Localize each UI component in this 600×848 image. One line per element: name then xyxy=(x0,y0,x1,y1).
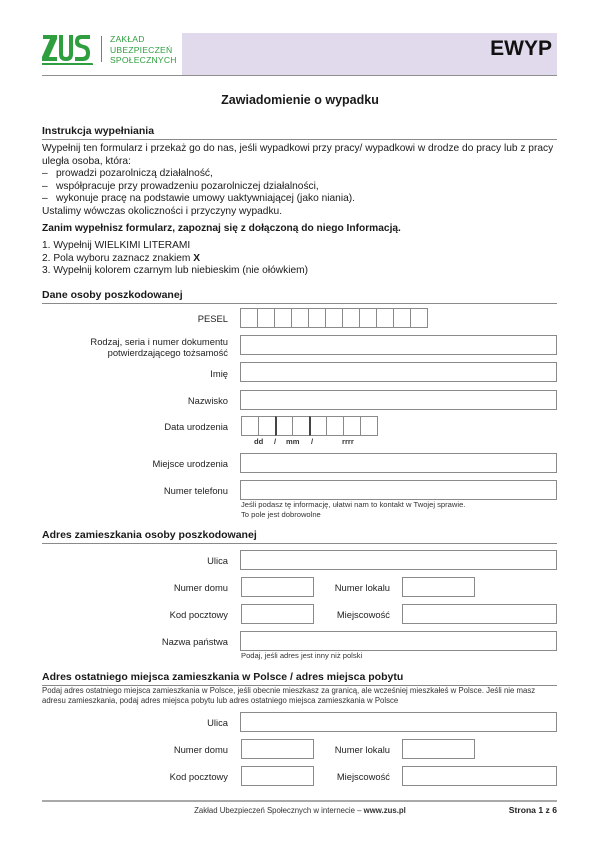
zus-logo-icon xyxy=(42,32,94,66)
last-name-input[interactable] xyxy=(240,390,557,410)
house-number-input[interactable] xyxy=(241,577,314,597)
birth-place-input[interactable] xyxy=(240,453,557,473)
birth-year-box[interactable] xyxy=(326,416,344,436)
pesel-input[interactable] xyxy=(240,308,427,328)
logo-divider xyxy=(101,36,102,62)
id-document-label: Rodzaj, seria i numer dokumentu potwierdzającego tożsamość xyxy=(90,336,228,358)
city-input[interactable] xyxy=(402,604,557,624)
instructions-bullet: – wykonuje pracę na podstawie umowy uaktywniającej (jako niania). xyxy=(42,193,355,205)
birth-year-box[interactable] xyxy=(343,416,361,436)
pesel-digit-box[interactable] xyxy=(257,308,275,328)
last-house-number-label: Numer domu xyxy=(173,744,228,755)
header-divider xyxy=(42,75,557,76)
pesel-digit-box[interactable] xyxy=(308,308,326,328)
last-flat-number-label: Numer lokalu xyxy=(334,744,390,755)
last-address-heading: Adres ostatniego miejsca zamieszkania w Polsce / adres miejsca pobytu xyxy=(42,671,557,686)
pesel-digit-box[interactable] xyxy=(325,308,343,328)
first-name-input[interactable] xyxy=(240,362,557,382)
date-format-mm: mm xyxy=(286,437,300,446)
birth-day-box[interactable] xyxy=(258,416,276,436)
last-postal-code-input[interactable] xyxy=(241,766,314,786)
pesel-digit-box[interactable] xyxy=(291,308,309,328)
pesel-digit-box[interactable] xyxy=(393,308,411,328)
instructions-body xyxy=(42,143,557,219)
postal-code-label: Kod pocztowy xyxy=(169,609,228,620)
personal-data-heading: Dane osoby poszkodowanej xyxy=(42,289,557,304)
last-name-label: Nazwisko xyxy=(187,395,228,406)
zus-website-link[interactable]: www.zus.pl xyxy=(363,806,406,815)
birth-month-box[interactable] xyxy=(292,416,310,436)
last-house-number-input[interactable] xyxy=(241,739,314,759)
document-title: Zawiadomienie o wypadku xyxy=(221,93,379,107)
birth-year-box[interactable] xyxy=(309,416,327,436)
id-document-input[interactable] xyxy=(240,335,557,355)
last-street-input[interactable] xyxy=(240,712,557,732)
instructions-bullet: – prowadzi pozarolniczą działalność, xyxy=(42,168,213,180)
flat-number-input[interactable] xyxy=(402,577,475,597)
instructions-steps xyxy=(42,240,557,278)
instructions-notice: Zanim wypełnisz formularz, zapoznaj się z dołączoną do niego Informacją. xyxy=(42,223,401,234)
pesel-label: PESEL xyxy=(197,313,228,324)
instructions-bullet: – współpracuje przy prowadzeniu pozarolniczej działalności, xyxy=(42,180,319,192)
logo-line-3: SPOŁECZNYCH xyxy=(110,55,177,65)
instructions-outro: Ustalimy wówczas okoliczności i przyczyny wypadku. xyxy=(42,205,283,217)
logo-line-1: ZAKŁAD xyxy=(110,34,145,44)
birth-date-label: Data urodzenia xyxy=(164,421,228,432)
phone-hint: Jeśli podasz tę informację, ułatwi nam to kontakt w Twojej sprawie. To pole jest dobrowolne xyxy=(241,500,466,519)
instructions-heading: Instrukcja wypełniania xyxy=(42,125,557,140)
last-postal-code-label: Kod pocztowy xyxy=(169,771,228,782)
city-label: Miejscowość xyxy=(336,609,390,620)
page-number: Strona 1 z 6 xyxy=(508,805,557,815)
house-number-label: Numer domu xyxy=(173,582,228,593)
street-input[interactable] xyxy=(240,550,557,570)
step-2: 2. Pola wyboru zaznacz znakiem X xyxy=(42,252,200,264)
street-label: Ulica xyxy=(207,555,228,566)
logo-wordmark xyxy=(110,34,177,66)
last-city-label: Miejscowość xyxy=(336,771,390,782)
birth-day-box[interactable] xyxy=(241,416,259,436)
step-3: 3. Wypełnij kolorem czarnym lub niebieskim (nie ołówkiem) xyxy=(42,265,309,277)
country-input[interactable] xyxy=(240,631,557,651)
address-heading: Adres zamieszkania osoby poszkodowanej xyxy=(42,529,557,544)
birth-place-label: Miejsce urodzenia xyxy=(152,458,228,469)
pesel-digit-box[interactable] xyxy=(410,308,428,328)
postal-code-input[interactable] xyxy=(241,604,314,624)
pesel-digit-box[interactable] xyxy=(240,308,258,328)
step-1: 1. Wypełnij WIELKIMI LITERAMI xyxy=(42,240,191,251)
phone-input[interactable] xyxy=(240,480,557,500)
footer-divider xyxy=(42,800,557,802)
last-street-label: Ulica xyxy=(207,717,228,728)
last-address-description: Podaj adres ostatniego miejsca zamieszkania w Polsce, jeśli obecnie mieszkasz za granicą, ale wcześniej mieszkałeś w Polsce. Jeśli nie masz adresu zamieszkania, podaj adres miejsca pobytu lub adres ostatniego miejsca zamieszkania w Polsce xyxy=(42,686,536,705)
flat-number-label: Numer lokalu xyxy=(334,582,390,593)
birth-year-box[interactable] xyxy=(360,416,378,436)
birth-date-input[interactable] xyxy=(241,416,377,436)
date-format-yyyy: rrrr xyxy=(342,437,354,446)
footer-text: Zakład Ubezpieczeń Społecznych w internecie – www.zus.pl xyxy=(194,806,406,815)
pesel-digit-box[interactable] xyxy=(274,308,292,328)
pesel-digit-box[interactable] xyxy=(359,308,377,328)
form-code: EWYP xyxy=(490,37,552,60)
last-flat-number-input[interactable] xyxy=(402,739,475,759)
pesel-digit-box[interactable] xyxy=(376,308,394,328)
country-label: Nazwa państwa xyxy=(161,636,228,647)
country-hint: Podaj, jeśli adres jest inny niż polski xyxy=(241,651,363,660)
last-city-input[interactable] xyxy=(402,766,557,786)
pesel-digit-box[interactable] xyxy=(342,308,360,328)
phone-label: Numer telefonu xyxy=(163,485,228,496)
birth-month-box[interactable] xyxy=(275,416,293,436)
first-name-label: Imię xyxy=(210,368,228,379)
date-format-separator: / xyxy=(311,437,314,446)
date-format-separator: / xyxy=(274,437,277,446)
logo-line-2: UBEZPIECZEŃ xyxy=(110,44,173,55)
date-format-dd: dd xyxy=(254,437,264,446)
instructions-intro: Wypełnij ten formularz i przekaż go do nas, jeśli wypadkowi przy pracy/ wypadkowi w drodze do pracy lub z pracy uległa osoba, która: xyxy=(42,143,554,167)
